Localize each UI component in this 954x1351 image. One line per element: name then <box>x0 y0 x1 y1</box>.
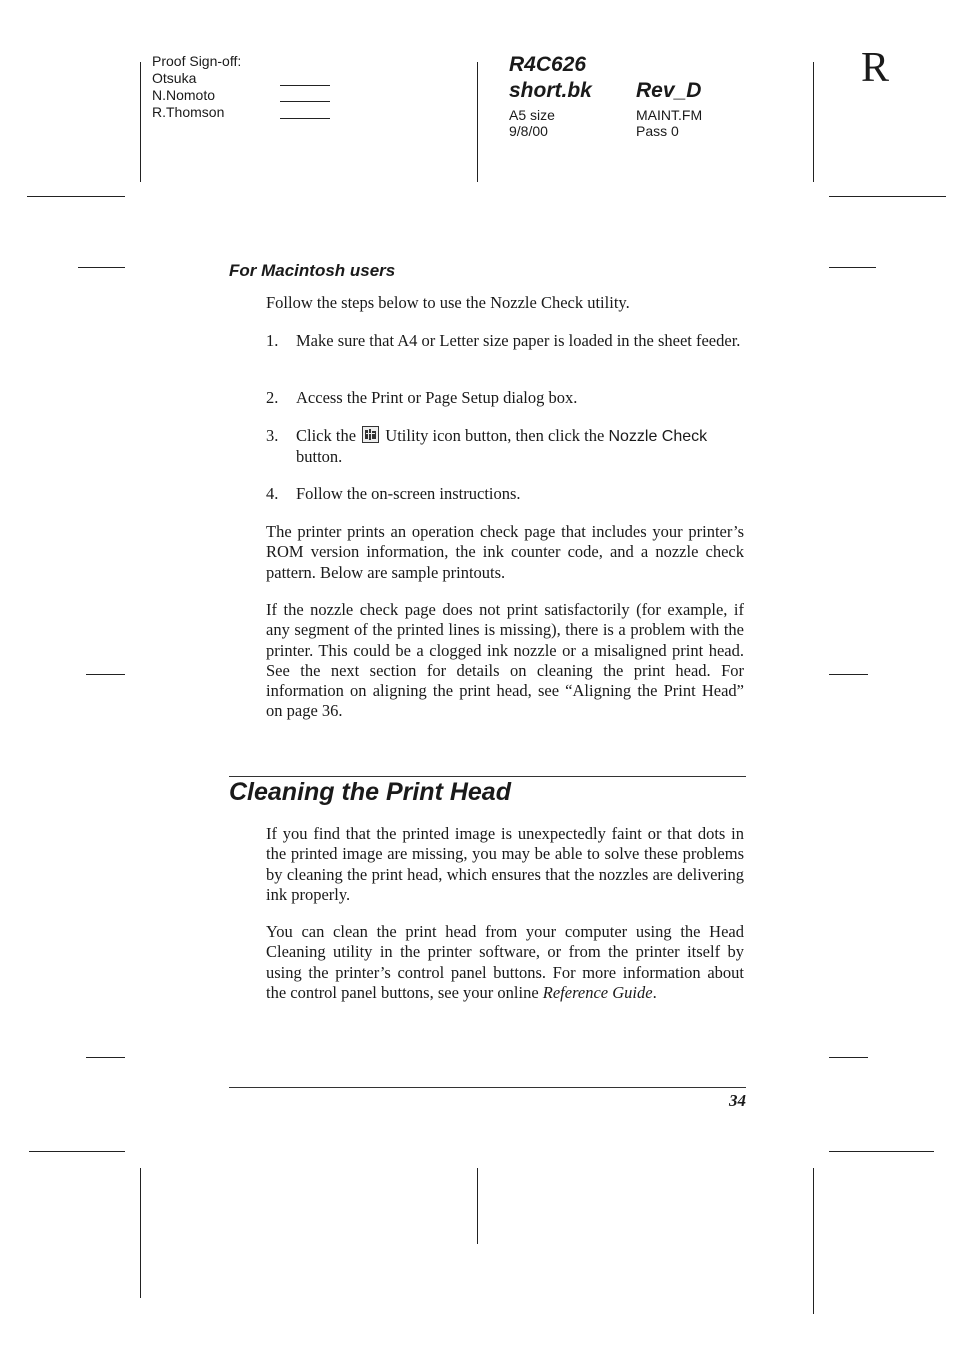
step-4 <box>266 484 744 504</box>
date: 9/8/00 <box>509 123 548 139</box>
step-number: 2. <box>266 388 279 407</box>
section-heading: Cleaning the Print Head <box>229 778 511 806</box>
step-text-part: button. <box>296 447 343 467</box>
crop-mark <box>140 62 141 182</box>
signature-line <box>280 118 330 119</box>
step-text <box>296 426 744 468</box>
step-1 <box>266 331 744 351</box>
file-name: MAINT.FM <box>636 107 703 123</box>
crop-mark <box>29 1151 125 1152</box>
step-text: Access the Print or Page Setup dialog box. <box>296 388 578 407</box>
crop-mark <box>477 1168 478 1244</box>
signature-line <box>280 101 330 102</box>
step-text-part: Utility icon button, then click the <box>385 426 605 445</box>
utility-icon <box>362 426 379 443</box>
section-rule <box>229 776 746 777</box>
crop-mark <box>477 62 478 182</box>
pass: Pass 0 <box>636 123 679 139</box>
step-number: 4. <box>266 484 279 503</box>
crop-mark <box>829 267 876 268</box>
step-number: 1. <box>266 331 279 350</box>
job-code: R4C626 <box>509 53 587 76</box>
proof-signoff <box>152 53 241 121</box>
crop-mark <box>813 62 814 182</box>
subheading: For Macintosh users <box>229 261 396 280</box>
corner-letter: R <box>861 45 890 91</box>
nozzle-problem-paragraph: If the nozzle check page does not print satisfactorily (for example, if any segment of the printed lines is missing), there is a problem with the printer. This could be a clogged ink nozzle or a misaligned print head. See the next section for details on cleaning the print head. For information on aligning the print head, see “Aligning the Print Head” on page 36. <box>266 600 744 721</box>
step-3 <box>266 426 744 468</box>
proof-title: Proof Sign-off: <box>152 53 242 69</box>
signature-line <box>280 85 330 86</box>
signer-name: R.Thomson <box>152 104 225 120</box>
crop-mark <box>829 1151 934 1152</box>
crop-mark <box>140 1168 141 1298</box>
crop-mark <box>78 267 125 268</box>
step-text: Follow the on-screen instructions. <box>296 484 521 503</box>
cleaning-methods-paragraph <box>266 922 744 1003</box>
crop-mark <box>829 196 946 197</box>
nozzle-check-button-name: Nozzle Check <box>608 428 708 445</box>
book-file: short.bk <box>509 79 592 102</box>
paragraph-end: . <box>652 982 657 1002</box>
signer-name: N.Nomoto <box>152 87 216 103</box>
revision: Rev_D <box>636 79 702 102</box>
paper-size: A5 size <box>509 107 555 123</box>
crop-mark <box>27 196 125 197</box>
crop-mark <box>829 1057 868 1058</box>
reference-guide-title: Reference Guide <box>542 982 653 1002</box>
intro-paragraph: Follow the steps below to use the Nozzle Check utility. <box>266 293 630 312</box>
step-number: 3. <box>266 426 279 445</box>
step-2 <box>266 388 744 408</box>
crop-mark <box>86 1057 125 1058</box>
crop-mark <box>813 1168 814 1314</box>
step-text-part: Click the <box>296 426 357 445</box>
operation-check-paragraph: The printer prints an operation check page that includes your printer’s ROM version information, the ink counter code, and a nozzle check pattern. Below are sample printouts. <box>266 522 744 582</box>
step-text: Make sure that A4 or Letter size paper is loaded in the sheet feeder. <box>296 331 741 350</box>
crop-mark <box>86 674 125 675</box>
cleaning-intro-paragraph: If you find that the printed image is unexpectedly faint or that dots in the printed image are missing, you may be able to solve these problems by cleaning the print head, which ensures that the nozzles are delivering ink properly. <box>266 824 744 904</box>
paragraph-text: You can clean the print head from your computer using the Head Cleaning utility in the printer software, or from the printer itself by using the printer’s control panel buttons. For more information about the control panel buttons, see your online <box>266 922 744 1002</box>
page-number: 34 <box>729 1091 746 1110</box>
signer-name: Otsuka <box>152 70 197 86</box>
crop-mark <box>829 674 868 675</box>
footer-rule <box>229 1087 746 1088</box>
